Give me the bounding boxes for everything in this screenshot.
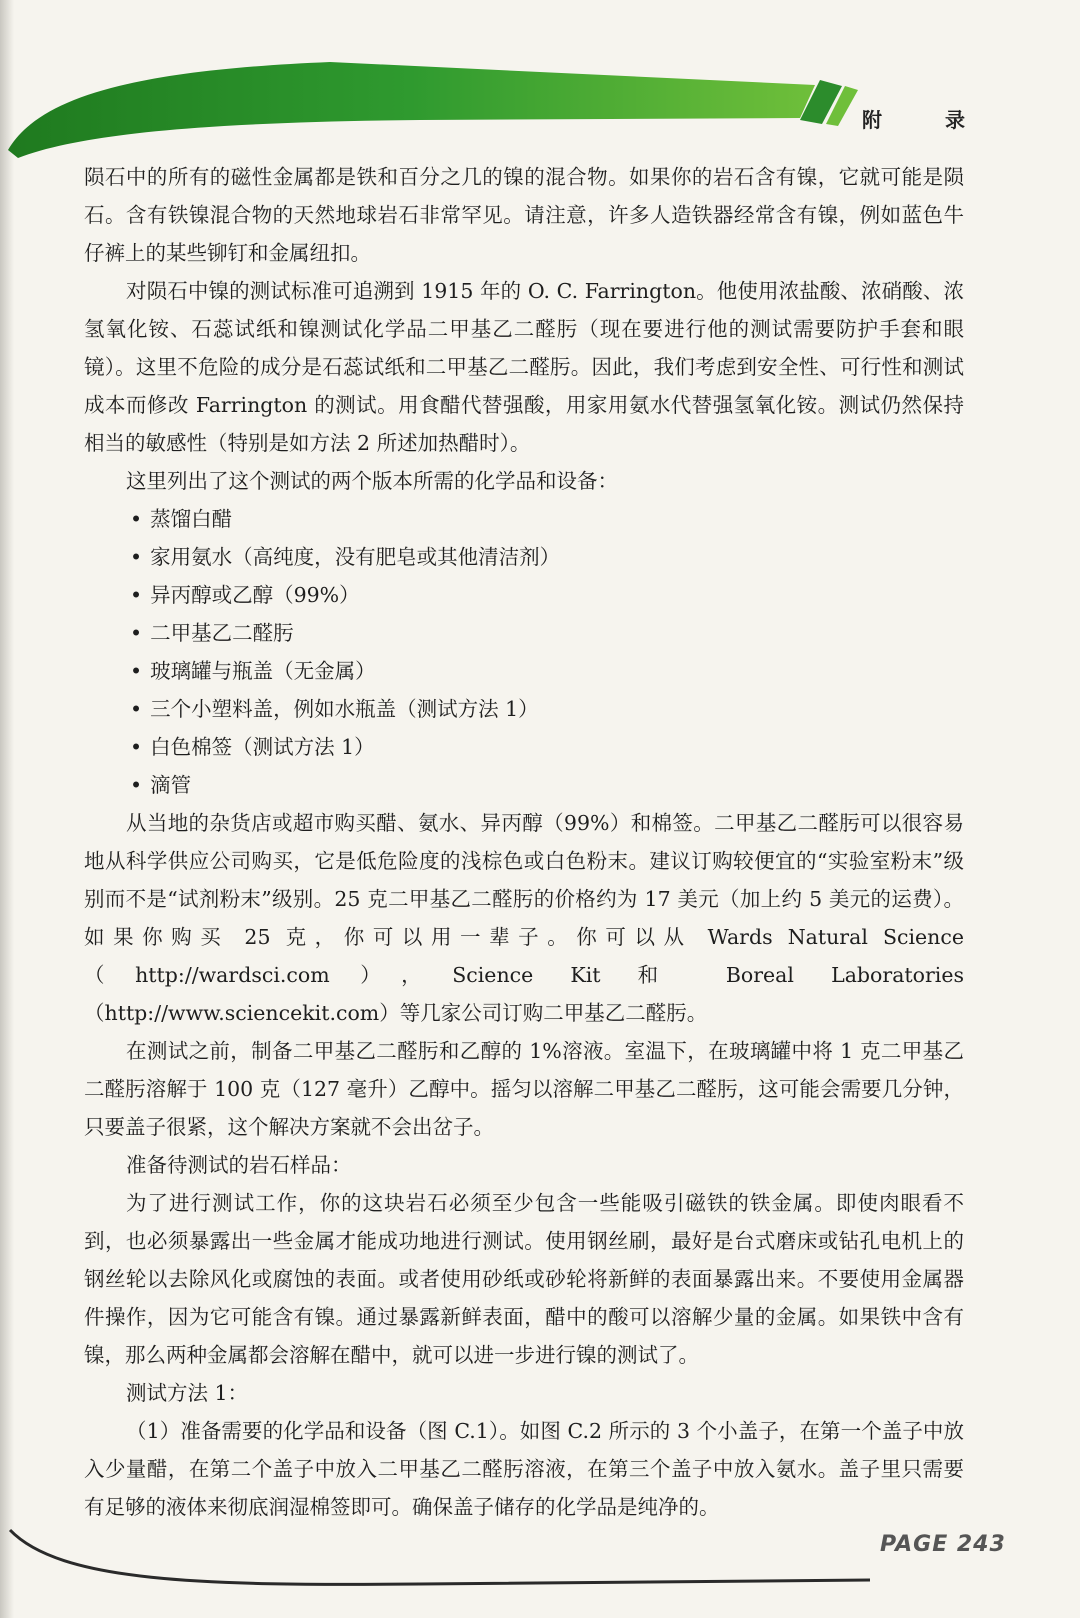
list-item: • 玻璃罐与瓶盖（无金属） xyxy=(130,652,964,690)
paragraph: 陨石中的所有的磁性金属都是铁和百分之几的镍的混合物。如果你的岩石含有镍，它就可能是陨石。含有铁镍混合物的天然地球岩石非常罕见。请注意，许多人造铁器经常含有镍，例如蓝色牛仔裤上的某些铆钉和金属纽扣。 xyxy=(84,165,964,265)
paragraph: 从当地的杂货店或超市购买醋、氨水、异丙醇（99%）和棉签。二甲基乙二醛肟可以很容易地从科学供应公司购买，它是低危险度的浅棕色或白色粉末。建议订购较便宜的“实验室粉末”级别而不是“试剂粉末”级别。25 克二甲基乙二醛肟的价格约为 17 美元（加上约 5 美元的运费）。如果你购买 25 克，你可以用一辈子。你可以从 Wards Natural Science（http://wardsci.com），Science Kit 和 Boreal Laboratories（http://www.sciencekit.com）等几家公司订购二甲基乙二醛肟。 xyxy=(84,811,964,1025)
paragraph: 测试方法 1： xyxy=(126,1381,249,1405)
list-item: • 蒸馏白醋 xyxy=(130,500,964,538)
page-gutter-shadow xyxy=(0,0,14,1618)
body-text xyxy=(84,158,964,1526)
page-number: PAGE 243 xyxy=(880,1532,1006,1557)
paragraph: 对陨石中镍的测试标准可追溯到 1915 年的 O. C. Farrington。他使用浓盐酸、浓硝酸、浓氢氧化铵、石蕊试纸和镍测试化学品二甲基乙二醛肟（现在要进行他的测试需要防护手套和眼镜）。这里不危险的成分是石蕊试纸和二甲基乙二醛肟。因此，我们考虑到安全性、可行性和测试成本而修改 Farrington 的测试。用食醋代替强酸，用家用氨水代替强氢氧化铵。测试仍然保持相当的敏感性（特别是如方法 2 所述加热醋时）。 xyxy=(84,279,964,455)
paragraph: 在测试之前，制备二甲基乙二醛肟和乙醇的 1%溶液。室温下，在玻璃罐中将 1 克二甲基乙二醛肟溶解于 100 克（127 毫升）乙醇中。摇匀以溶解二甲基乙二醛肟，这可能会需要几分钟，只要盖子很紧，这个解决方案就不会出岔子。 xyxy=(84,1039,964,1139)
paragraph: （1）准备需要的化学品和设备（图 C.1）。如图 C.2 所示的 3 个小盖子，在第一个盖子中放入少量醋，在第二个盖子中放入二甲基乙二醛肟溶液，在第三个盖子中放入氨水。盖子里只需要有足够的液体来彻底润湿棉签即可。确保盖子储存的化学品是纯净的。 xyxy=(84,1419,964,1519)
header-green-band xyxy=(0,0,1080,160)
list-item: • 三个小塑料盖，例如水瓶盖（测试方法 1） xyxy=(130,690,964,728)
list-item: • 家用氨水（高纯度，没有肥皂或其他清洁剂） xyxy=(130,538,964,576)
paragraph: 准备待测试的岩石样品： xyxy=(126,1153,352,1177)
list-item: • 二甲基乙二醛肟 xyxy=(130,614,964,652)
section-label: 附 录 xyxy=(862,108,993,132)
list-item: • 滴管 xyxy=(130,766,964,804)
paragraph: 这里列出了这个测试的两个版本所需的化学品和设备： xyxy=(126,469,618,493)
list-item: • 白色棉签（测试方法 1） xyxy=(130,728,964,766)
materials-list xyxy=(84,500,964,804)
paragraph: 为了进行测试工作，你的这块岩石必须至少包含一些能吸引磁铁的铁金属。即使肉眼看不到，也必须暴露出一些金属才能成功地进行测试。使用钢丝刷，最好是台式磨床或钻孔电机上的钢丝轮以去除风化或腐蚀的表面。或者使用砂纸或砂轮将新鲜的表面暴露出来。不要使用金属器件操作，因为它可能含有镍。通过暴露新鲜表面，醋中的酸可以溶解少量的金属。如果铁中含有镍，那么两种金属都会溶解在醋中，就可以进一步进行镍的测试了。 xyxy=(84,1191,964,1367)
list-item: • 异丙醇或乙醇（99%） xyxy=(130,576,964,614)
